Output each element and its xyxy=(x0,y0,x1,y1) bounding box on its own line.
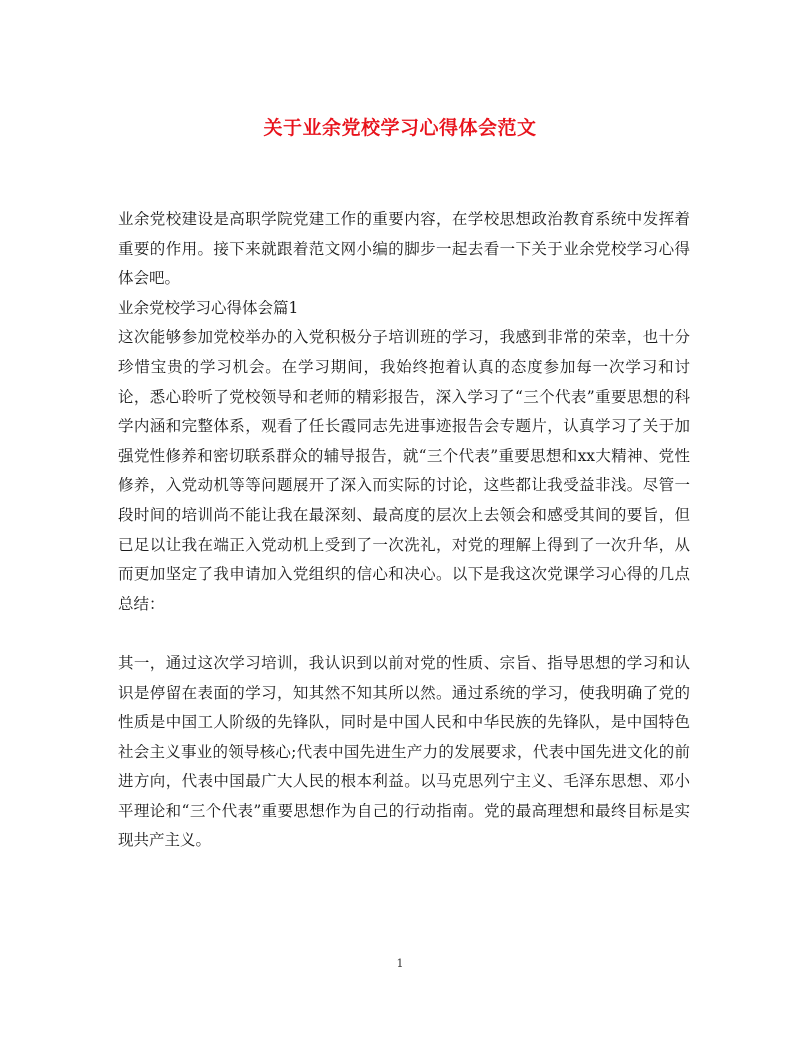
paragraph-gap xyxy=(118,619,690,649)
page-number: 1 xyxy=(396,957,404,970)
document-title: 关于业余党校学习心得体会范文 xyxy=(263,117,537,139)
intro-paragraph: 业余党校建设是高职学院党建工作的重要内容，在学校思想政治教育系统中发挥着重要的作用。接下来就跟着范文网小编的脚步一起去看一下关于业余党校学习心得体会吧。 xyxy=(118,210,690,288)
body-paragraph-1: 这次能够参加党校举办的入党积极分子培训班的学习，我感到非常的荣幸，也十分珍惜宝贵的学习机会。在学习期间，我始终抱着认真的态度参加每一次学习和讨论，悉心聆听了党校领导和老师的精彩报告，深入学习了“三个代表”重要思想的科学内涵和完整体系，观看了任长霞同志先进事迹报告会专题片，认真学习了关于加强党性修养和密切联系群众的辅导报告，就“三个代表”重要思想和xx大精神、党性修养，入党动机等等问题展开了深入而实际的讨论，这些都让我受益非浅。尽管一段时间的培训尚不能让我在最深刻、最高度的层次上去领会和感受其间的要旨，但已足以让我在端正入党动机上受到了一次洗礼，对党的理解上得到了一次升华，从而更加坚定了我申请加入党组织的信心和决心。以下是我这次党课学习心得的几点总结： xyxy=(118,328,690,613)
document-body xyxy=(118,205,690,856)
section-heading: 业余党校学习心得体会篇1 xyxy=(118,298,299,317)
body-paragraph-2: 其一，通过这次学习培训，我认识到以前对党的性质、宗旨、指导思想的学习和认识是停留在表面的学习，知其然不知其所以然。通过系统的学习，使我明确了党的性质是中国工人阶级的先锋队，同时是中国人民和中华民族的先锋队，是中国特色社会主义事业的领导核心;代表中国先进生产力的发展要求，代表中国先进文化的前进方向，代表中国最广大人民的根本利益。以马克思列宁主义、毛泽东思想、邓小平理论和“三个代表”重要思想作为自己的行动指南。党的最高理想和最终目标是实现共产主义。 xyxy=(118,653,690,850)
